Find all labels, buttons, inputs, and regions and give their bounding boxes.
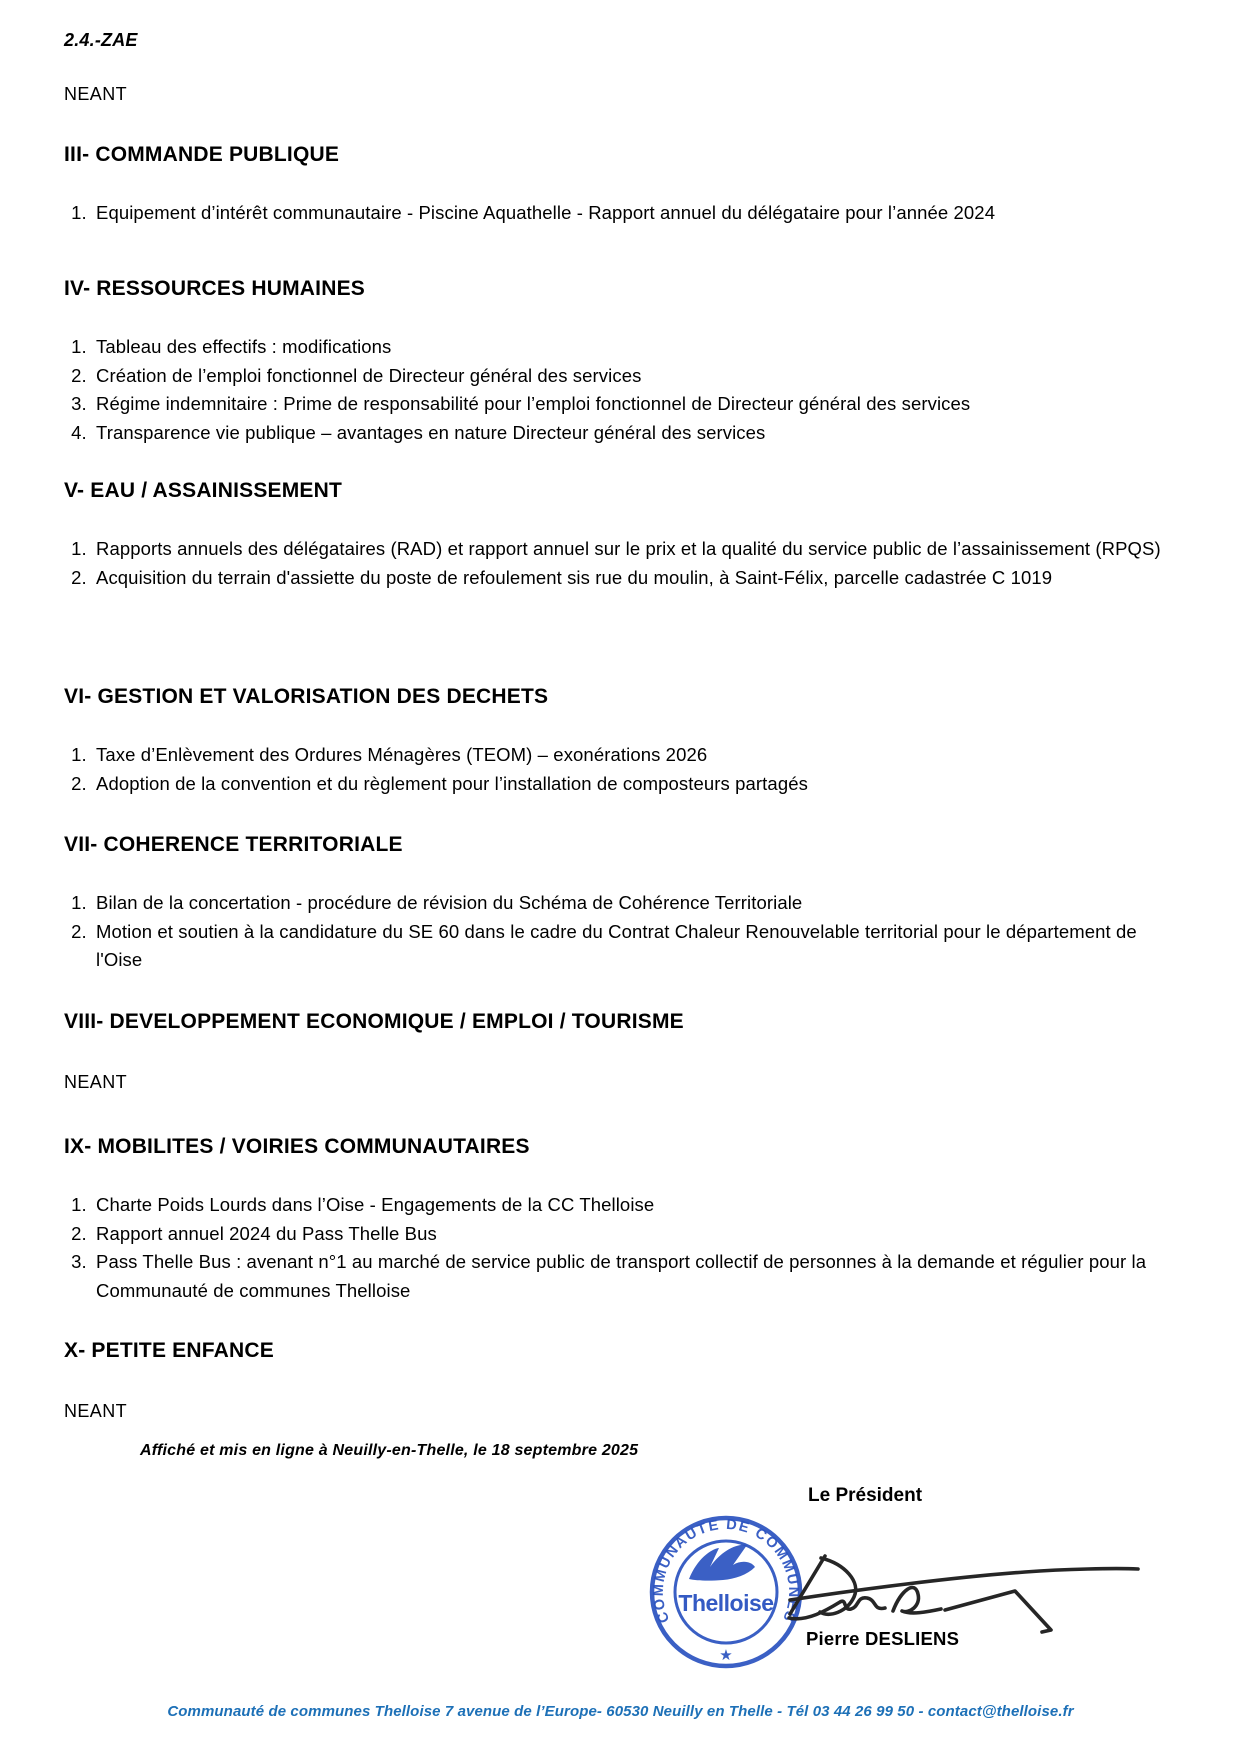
section-petite-enfance (64, 1338, 1182, 1425)
signature-stroke (820, 1558, 856, 1614)
section-heading: III- COMMANDE PUBLIQUE (64, 143, 340, 166)
neant-text: NEANT (64, 1401, 128, 1421)
agenda-item: 2. Création de l’emploi fonctionnel de Directeur général des services (92, 362, 1182, 391)
stamp-star-icon: ★ (719, 1647, 733, 1664)
section-eau-assainissement (64, 478, 1182, 592)
agenda-item: 1. Tableau des effectifs : modifications (92, 333, 1182, 362)
signature-stroke (789, 1598, 885, 1619)
agenda-item: 1. Charte Poids Lourds dans l’Oise - Engagements de la CC Thelloise (92, 1191, 1182, 1220)
footer-contact-line: Communauté de communes Thelloise 7 avenue de l’Europe- 60530 Neuilly en Thelle - Tél 03 44 26 99 50 - contact@thelloise.fr (167, 1703, 1074, 1720)
president-name: Pierre DESLIENS (806, 1628, 960, 1649)
section-heading: VI- GESTION ET VALORISATION DES DECHETS (64, 685, 549, 708)
agenda-item: 1. Taxe d’Enlèvement des Ordures Ménagères (TEOM) – exonérations 2026 (92, 741, 1182, 770)
neant-text: NEANT (64, 1072, 128, 1092)
official-stamp (647, 1513, 805, 1671)
agenda-item: 3. Régime indemnitaire : Prime de responsabilité pour l’emploi fonctionnel de Directeur général des services (92, 390, 1182, 419)
agenda-list (64, 741, 1182, 798)
stamp-center-text: Thelloise (678, 1590, 774, 1616)
section-ressources-humaines (64, 276, 1182, 447)
agenda-item: 3. Pass Thelle Bus : avenant n°1 au marché de service public de transport collectif de personnes à la demande et régulier pour la Communauté de communes Thelloise (92, 1248, 1182, 1305)
section-mobilites-voiries (64, 1134, 1182, 1305)
agenda-item: 2. Motion et soutien à la candidature du SE 60 dans le cadre du Contrat Chaleur Renouvelable territorial pour le département de l'Oise (92, 918, 1182, 975)
agenda-item: 1. Rapports annuels des délégataires (RAD) et rapport annuel sur le prix et la qualité du service public de l’assainissement (RPQS) (92, 535, 1182, 564)
section-heading: X- PETITE ENFANCE (64, 1339, 274, 1362)
signature-stroke (893, 1588, 941, 1613)
signature-stroke (790, 1569, 1138, 1600)
section-heading: VIII- DEVELOPPEMENT ECONOMIQUE / EMPLOI / TOURISME (64, 1010, 684, 1033)
agenda-item: 2. Adoption de la convention et du règlement pour l’installation de composteurs partagés (92, 770, 1182, 799)
agenda-list (64, 535, 1182, 592)
neant-text: NEANT (64, 84, 128, 104)
publication-note: Affiché et mis en ligne à Neuilly-en-Thelle, le 18 septembre 2025 (140, 1442, 639, 1459)
agenda-list (64, 1191, 1182, 1305)
signature-stroke (790, 1556, 825, 1614)
agenda-list (64, 199, 1182, 228)
agenda-item: 2. Rapport annuel 2024 du Pass Thelle Bus (92, 1220, 1182, 1249)
agenda-item: 1. Equipement d’intérêt communautaire - Piscine Aquathelle - Rapport annuel du délégataire pour l’année 2024 (92, 199, 1182, 228)
section-gestion-dechets (64, 684, 1182, 798)
agenda-list (64, 889, 1182, 975)
agenda-item: 1. Bilan de la concertation - procédure de révision du Schéma de Cohérence Territoriale (92, 889, 1182, 918)
subsection-title: 2.4.-ZAE (64, 30, 138, 50)
section-heading: IV- RESSOURCES HUMAINES (64, 277, 365, 300)
section-heading: V- EAU / ASSAINISSEMENT (64, 479, 343, 502)
agenda-list (64, 333, 1182, 447)
section-heading: VII- COHERENCE TERRITORIALE (64, 833, 403, 856)
signature-stroke (945, 1591, 1051, 1632)
agenda-item: 2. Acquisition du terrain d'assiette du poste de refoulement sis rue du moulin, à Saint-Félix, parcelle cadastrée C 1019 (92, 564, 1182, 593)
section-developpement-economique (64, 1009, 1182, 1096)
section-coherence-territoriale (64, 832, 1182, 975)
section-heading: IX- MOBILITES / VOIRIES COMMUNAUTAIRES (64, 1135, 530, 1158)
section-commande-publique (64, 142, 1182, 228)
stamp-ring-text: COMMUNAUTE DE COMMUNES (650, 1516, 802, 1626)
president-title: Le Président (808, 1485, 923, 1506)
agenda-item: 4. Transparence vie publique – avantages en nature Directeur général des services (92, 419, 1182, 448)
